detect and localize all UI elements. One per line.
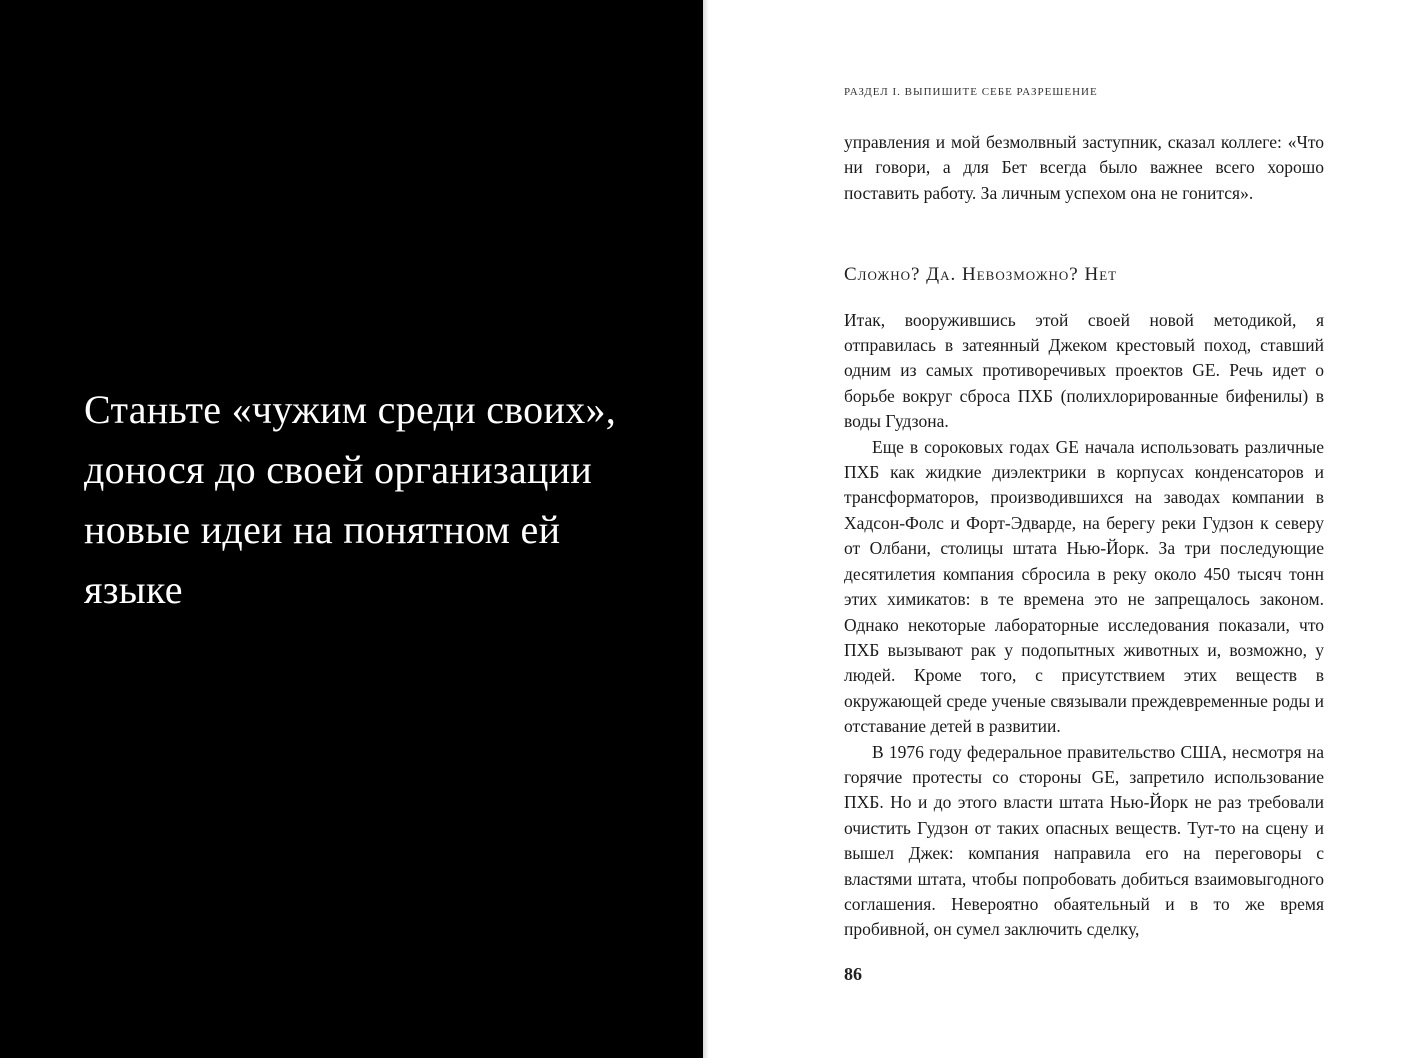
paragraph-3: В 1976 году федеральное правительство США, несмотря на горячие протесты со стороны GE, запретило использование ПХБ. Но и до этого власти штата Нью-Йорк не раз требовали очистить Гудзон от таких опасных веществ. Тут-то на сцену и вышел Джек: компания направила его на переговоры с властями штата, чтобы попробовать добиться взаимовыгодного соглашения. Невероятно обаятельный и в то же время пробивной, он сумел заключить сделку, [844, 741, 1324, 940]
left-page [0, 0, 703, 1058]
body-text [844, 130, 1324, 943]
pull-quote: Станьте «чужим среди своих», донося до своей организации новые идеи на понятном ей языке [84, 387, 617, 612]
paragraph-1: Итак, вооружившись этой своей новой методикой, я отправилась в затеянный Джеком крестовый поход, ставший одним из самых противоречивых проектов GE. Речь идет о борьбе вокруг сброса ПХБ (полихлорированные бифенилы) в воды Гудзона. [844, 309, 1324, 432]
right-page [709, 0, 1410, 1058]
page-number: 86 [844, 964, 862, 984]
section-heading: Сложно? Да. Невозможно? Нет [844, 264, 1118, 286]
paragraph-2: Еще в сороковых годах GE начала использовать различные ПХБ как жидкие диэлектрики в корпусах конденсаторов и трансформаторов, производившихся на заводах компании в Хадсон-Фолс и Форт-Эдварде, на берегу реки Гудзон к северу от Олбани, столицы штата Нью-Йорк. За три последующие десятилетия компания сбросила в реку около 450 тысяч тонн этих химикатов: в те времена это не запрещалось законом. Однако некоторые лабораторные исследования показали, что ПХБ вызывают рак у подопытных животных и, возможно, у людей. Кроме того, с присутствием этих веществ в окружающей среде ученые связывали преждевременные роды и отставание детей в развитии. [844, 436, 1324, 737]
opening-paragraph: управления и мой безмолвный заступник, сказал коллеге: «Что ни говори, а для Бет всегда было важнее всего хорошо поставить работу. За личным успехом она не гонится». [844, 132, 1324, 203]
running-head: РАЗДЕЛ I. ВЫПИШИТЕ СЕБЕ РАЗРЕШЕНИЕ [844, 86, 1098, 98]
